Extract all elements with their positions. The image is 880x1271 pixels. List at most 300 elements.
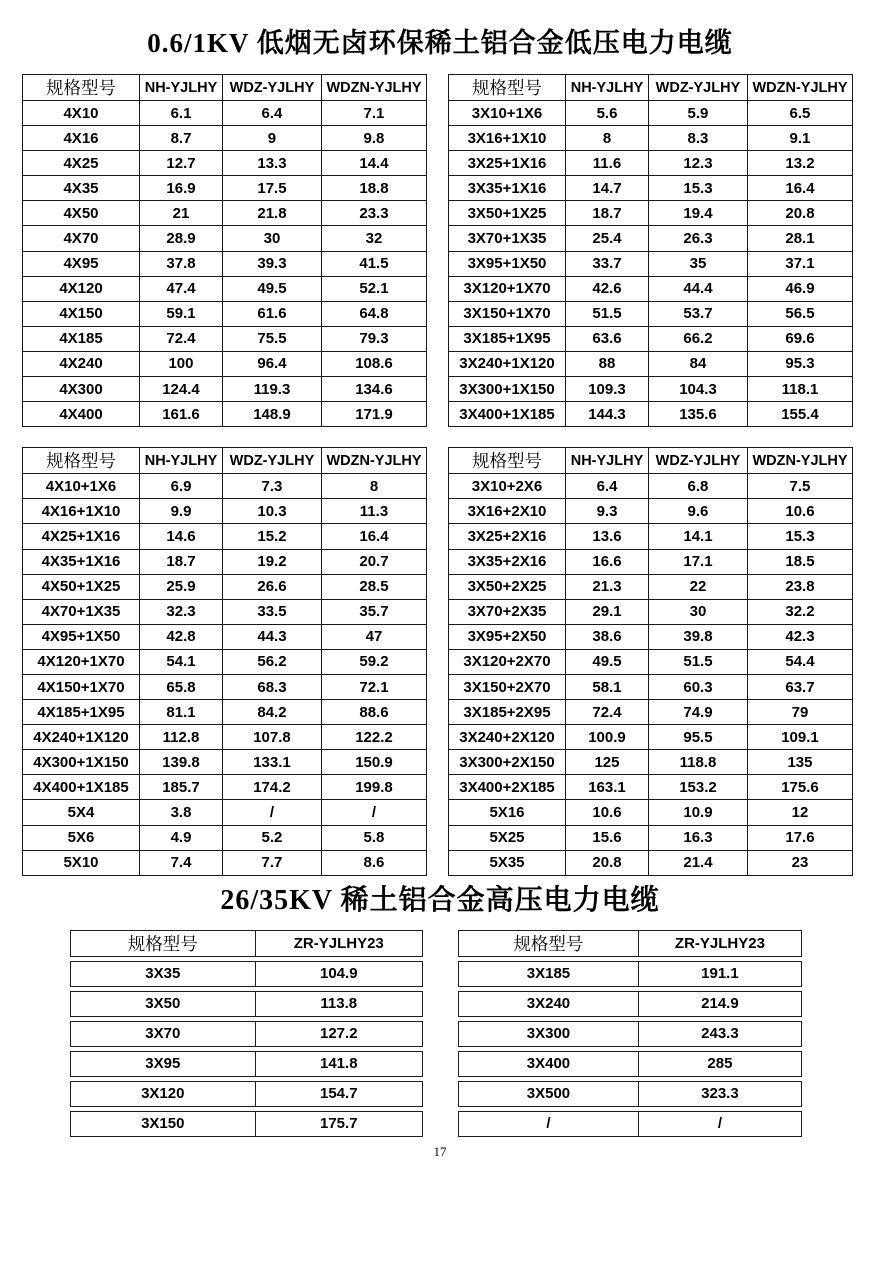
- value-cell: 104.9: [256, 961, 423, 987]
- value-cell: 104.3: [648, 377, 747, 402]
- value-cell: 185.7: [140, 775, 223, 800]
- table-row: [23, 649, 427, 674]
- value-cell: 8.7: [140, 126, 223, 151]
- spec-cell: 4X300: [23, 377, 140, 402]
- spec-cell: 4X25+1X16: [23, 524, 140, 549]
- value-cell: 84: [648, 351, 747, 376]
- table-row: [449, 201, 853, 226]
- value-cell: 17.6: [747, 825, 852, 850]
- value-cell: 28.5: [321, 574, 426, 599]
- table-row: [449, 377, 853, 402]
- value-cell: 72.1: [321, 674, 426, 699]
- table-row: [458, 991, 802, 1017]
- model-column-header: WDZN-YJLHY: [321, 448, 426, 474]
- spec-cell: 4X35: [23, 176, 140, 201]
- value-cell: 3.8: [140, 800, 223, 825]
- value-cell: 74.9: [648, 700, 747, 725]
- value-cell: 13.6: [566, 524, 649, 549]
- spec-cell: 4X95: [23, 251, 140, 276]
- value-cell: 109.1: [747, 725, 852, 750]
- value-cell: 35: [648, 251, 747, 276]
- table-row: [449, 499, 853, 524]
- spec-cell: 3X300: [458, 1021, 639, 1047]
- table-row: [23, 825, 427, 850]
- lv-spec-table-4plus1-5core: [22, 447, 427, 876]
- value-cell: 60.3: [648, 674, 747, 699]
- spec-cell: 3X95+2X50: [449, 624, 566, 649]
- value-cell: 37.1: [747, 251, 852, 276]
- spec-cell: 4X240+1X120: [23, 725, 140, 750]
- value-cell: 5.9: [648, 101, 747, 126]
- value-cell: 23: [747, 850, 852, 875]
- header-row: [449, 448, 853, 474]
- spec-cell: 4X185+1X95: [23, 700, 140, 725]
- table-row: [449, 574, 853, 599]
- value-cell: 323.3: [639, 1081, 802, 1107]
- table-row: [23, 725, 427, 750]
- value-cell: 171.9: [321, 402, 426, 427]
- spec-cell: 3X185+2X95: [449, 700, 566, 725]
- value-cell: 6.1: [140, 101, 223, 126]
- value-cell: 42.3: [747, 624, 852, 649]
- table-row: [23, 326, 427, 351]
- lv-spec-table-3plus2-5core: [448, 447, 853, 876]
- spec-cell: 4X16: [23, 126, 140, 151]
- value-cell: 174.2: [222, 775, 321, 800]
- value-cell: 118.1: [747, 377, 852, 402]
- model-column-header: WDZN-YJLHY: [747, 75, 852, 101]
- value-cell: 118.8: [648, 750, 747, 775]
- table-row: [23, 351, 427, 376]
- table-row: [23, 474, 427, 499]
- spec-cell: 3X150: [70, 1111, 256, 1137]
- table-row: [23, 850, 427, 875]
- spec-cell: 4X400+1X185: [23, 775, 140, 800]
- value-cell: 49.5: [566, 649, 649, 674]
- table-row: [458, 1051, 802, 1077]
- spec-cell: 4X400: [23, 402, 140, 427]
- value-cell: 20.8: [566, 850, 649, 875]
- value-cell: 150.9: [321, 750, 426, 775]
- value-cell: 18.8: [321, 176, 426, 201]
- value-cell: 9: [222, 126, 321, 151]
- value-cell: 243.3: [639, 1021, 802, 1047]
- value-cell: 88: [566, 351, 649, 376]
- value-cell: 133.1: [222, 750, 321, 775]
- spec-cell: 3X50: [70, 991, 256, 1017]
- value-cell: 54.4: [747, 649, 852, 674]
- table-row: [449, 800, 853, 825]
- value-cell: 75.5: [222, 326, 321, 351]
- spec-cell: 4X240: [23, 351, 140, 376]
- value-cell: 88.6: [321, 700, 426, 725]
- model-column-header: WDZN-YJLHY: [747, 448, 852, 474]
- value-cell: /: [639, 1111, 802, 1137]
- value-cell: 64.8: [321, 301, 426, 326]
- value-cell: 56.2: [222, 649, 321, 674]
- value-cell: 107.8: [222, 725, 321, 750]
- table-row: [449, 549, 853, 574]
- value-cell: 127.2: [256, 1021, 423, 1047]
- table-row: [458, 1081, 802, 1107]
- table-row: [23, 499, 427, 524]
- value-cell: 26.3: [648, 226, 747, 251]
- value-cell: 72.4: [566, 700, 649, 725]
- value-cell: 63.7: [747, 674, 852, 699]
- value-cell: 10.9: [648, 800, 747, 825]
- header-row: [70, 930, 423, 957]
- table-row: [449, 775, 853, 800]
- value-cell: 9.8: [321, 126, 426, 151]
- value-cell: 11.3: [321, 499, 426, 524]
- value-cell: 28.9: [140, 226, 223, 251]
- value-cell: 7.5: [747, 474, 852, 499]
- value-cell: 58.1: [566, 674, 649, 699]
- value-cell: 8.3: [648, 126, 747, 151]
- value-cell: 47.4: [140, 276, 223, 301]
- hv-spec-table-right: [458, 926, 802, 1141]
- table-row: [449, 750, 853, 775]
- model-column-header: WDZ-YJLHY: [222, 448, 321, 474]
- header-row: [449, 75, 853, 101]
- value-cell: 21.3: [566, 574, 649, 599]
- value-cell: 199.8: [321, 775, 426, 800]
- value-cell: 7.3: [222, 474, 321, 499]
- table-row: [449, 151, 853, 176]
- value-cell: 5.8: [321, 825, 426, 850]
- value-cell: 22: [648, 574, 747, 599]
- table-row: [70, 1051, 423, 1077]
- value-cell: 175.7: [256, 1111, 423, 1137]
- value-cell: 32.2: [747, 599, 852, 624]
- spec-cell: 3X70: [70, 1021, 256, 1047]
- value-cell: 144.3: [566, 402, 649, 427]
- table-row: [23, 251, 427, 276]
- spec-cell: 3X300+1X150: [449, 377, 566, 402]
- spec-cell: /: [458, 1111, 639, 1137]
- value-cell: 49.5: [222, 276, 321, 301]
- value-cell: 8.6: [321, 850, 426, 875]
- value-cell: 17.1: [648, 549, 747, 574]
- spec-cell: 3X150+1X70: [449, 301, 566, 326]
- value-cell: 47: [321, 624, 426, 649]
- hv-section-title: 26/35KV 稀土铝合金高压电力电缆: [220, 884, 660, 916]
- value-cell: 9.6: [648, 499, 747, 524]
- spec-cell: 3X35+2X16: [449, 549, 566, 574]
- table-row: [23, 750, 427, 775]
- value-cell: 135.6: [648, 402, 747, 427]
- lv-tables-row-1: [22, 74, 880, 427]
- value-cell: 11.6: [566, 151, 649, 176]
- value-cell: 42.8: [140, 624, 223, 649]
- value-cell: 9.3: [566, 499, 649, 524]
- model-column-header: NH-YJLHY: [566, 75, 649, 101]
- model-column-header: ZR-YJLHY23: [256, 930, 423, 957]
- value-cell: 32: [321, 226, 426, 251]
- value-cell: 15.2: [222, 524, 321, 549]
- value-cell: 139.8: [140, 750, 223, 775]
- value-cell: 124.4: [140, 377, 223, 402]
- value-cell: 15.6: [566, 825, 649, 850]
- table-row: [23, 574, 427, 599]
- value-cell: 33.5: [222, 599, 321, 624]
- value-cell: 125: [566, 750, 649, 775]
- value-cell: 14.6: [140, 524, 223, 549]
- spec-cell: 3X185+1X95: [449, 326, 566, 351]
- spec-column-header: 规格型号: [458, 930, 639, 957]
- value-cell: 56.5: [747, 301, 852, 326]
- value-cell: 69.6: [747, 326, 852, 351]
- spec-cell: 3X25+1X16: [449, 151, 566, 176]
- spec-cell: 3X185: [458, 961, 639, 987]
- spec-cell: 3X70+2X35: [449, 599, 566, 624]
- table-row: [23, 226, 427, 251]
- value-cell: 10.3: [222, 499, 321, 524]
- value-cell: 39.3: [222, 251, 321, 276]
- value-cell: 23.8: [747, 574, 852, 599]
- spec-cell: 3X120: [70, 1081, 256, 1107]
- table-row: [449, 725, 853, 750]
- spec-cell: 4X150: [23, 301, 140, 326]
- value-cell: 65.8: [140, 674, 223, 699]
- value-cell: /: [321, 800, 426, 825]
- value-cell: 19.4: [648, 201, 747, 226]
- page-number: 17: [433, 1143, 447, 1159]
- table-row: [23, 775, 427, 800]
- value-cell: 134.6: [321, 377, 426, 402]
- value-cell: 59.1: [140, 301, 223, 326]
- value-cell: 25.4: [566, 226, 649, 251]
- hv-tables-row: [70, 926, 880, 1141]
- table-row: [23, 276, 427, 301]
- spec-cell: 3X95: [70, 1051, 256, 1077]
- value-cell: 12: [747, 800, 852, 825]
- value-cell: 72.4: [140, 326, 223, 351]
- spec-cell: 4X300+1X150: [23, 750, 140, 775]
- model-column-header: WDZ-YJLHY: [648, 75, 747, 101]
- document-page: [0, 26, 880, 1160]
- value-cell: 119.3: [222, 377, 321, 402]
- value-cell: 6.4: [566, 474, 649, 499]
- value-cell: 35.7: [321, 599, 426, 624]
- spec-cell: 3X35+1X16: [449, 176, 566, 201]
- value-cell: 6.9: [140, 474, 223, 499]
- hv-spec-table-left: [70, 926, 423, 1141]
- value-cell: 32.3: [140, 599, 223, 624]
- value-cell: 37.8: [140, 251, 223, 276]
- value-cell: 25.9: [140, 574, 223, 599]
- model-column-header: WDZN-YJLHY: [321, 75, 426, 101]
- value-cell: 7.4: [140, 850, 223, 875]
- table-row: [23, 176, 427, 201]
- spec-cell: 3X10+1X6: [449, 101, 566, 126]
- spec-cell: 5X25: [449, 825, 566, 850]
- value-cell: /: [222, 800, 321, 825]
- table-row: [449, 126, 853, 151]
- table-row: [23, 624, 427, 649]
- value-cell: 191.1: [639, 961, 802, 987]
- value-cell: 8: [566, 126, 649, 151]
- value-cell: 95.3: [747, 351, 852, 376]
- lv-tables-row-2: [22, 447, 880, 876]
- spec-cell: 3X400+2X185: [449, 775, 566, 800]
- value-cell: 16.3: [648, 825, 747, 850]
- value-cell: 81.1: [140, 700, 223, 725]
- value-cell: 14.7: [566, 176, 649, 201]
- value-cell: 54.1: [140, 649, 223, 674]
- value-cell: 100: [140, 351, 223, 376]
- value-cell: 13.3: [222, 151, 321, 176]
- spec-cell: 5X35: [449, 850, 566, 875]
- spec-cell: 4X120+1X70: [23, 649, 140, 674]
- header-row: [23, 75, 427, 101]
- table-row: [449, 402, 853, 427]
- table-row: [449, 101, 853, 126]
- value-cell: 29.1: [566, 599, 649, 624]
- table-row: [449, 474, 853, 499]
- spec-cell: 4X35+1X16: [23, 549, 140, 574]
- table-row: [449, 599, 853, 624]
- table-row: [449, 825, 853, 850]
- value-cell: 52.1: [321, 276, 426, 301]
- value-cell: 46.9: [747, 276, 852, 301]
- table-row: [23, 524, 427, 549]
- table-row: [70, 1021, 423, 1047]
- spec-column-header: 规格型号: [23, 448, 140, 474]
- value-cell: 163.1: [566, 775, 649, 800]
- value-cell: 109.3: [566, 377, 649, 402]
- spec-cell: 4X95+1X50: [23, 624, 140, 649]
- value-cell: 141.8: [256, 1051, 423, 1077]
- value-cell: 5.2: [222, 825, 321, 850]
- spec-cell: 3X150+2X70: [449, 674, 566, 699]
- table-row: [70, 1111, 423, 1137]
- value-cell: 18.7: [566, 201, 649, 226]
- spec-cell: 3X35: [70, 961, 256, 987]
- value-cell: 33.7: [566, 251, 649, 276]
- value-cell: 21.8: [222, 201, 321, 226]
- table-row: [449, 176, 853, 201]
- value-cell: 28.1: [747, 226, 852, 251]
- value-cell: 63.6: [566, 326, 649, 351]
- value-cell: 53.7: [648, 301, 747, 326]
- model-column-header: NH-YJLHY: [140, 75, 223, 101]
- table-row: [70, 961, 423, 987]
- value-cell: 154.7: [256, 1081, 423, 1107]
- value-cell: 8: [321, 474, 426, 499]
- table-row: [449, 649, 853, 674]
- model-column-header: ZR-YJLHY23: [639, 930, 802, 957]
- spec-column-header: 规格型号: [23, 75, 140, 101]
- spec-cell: 5X10: [23, 850, 140, 875]
- spec-cell: 4X50: [23, 201, 140, 226]
- table-row: [449, 624, 853, 649]
- spec-column-header: 规格型号: [70, 930, 256, 957]
- value-cell: 9.1: [747, 126, 852, 151]
- value-cell: 155.4: [747, 402, 852, 427]
- table-row: [70, 1081, 423, 1107]
- value-cell: 6.5: [747, 101, 852, 126]
- table-row: [449, 326, 853, 351]
- table-row: [449, 850, 853, 875]
- value-cell: 44.4: [648, 276, 747, 301]
- spec-column-header: 规格型号: [449, 448, 566, 474]
- spec-cell: 5X4: [23, 800, 140, 825]
- table-row: [449, 301, 853, 326]
- model-column-header: WDZ-YJLHY: [222, 75, 321, 101]
- spec-cell: 5X16: [449, 800, 566, 825]
- value-cell: 9.9: [140, 499, 223, 524]
- value-cell: 214.9: [639, 991, 802, 1017]
- value-cell: 79.3: [321, 326, 426, 351]
- value-cell: 112.8: [140, 725, 223, 750]
- table-row: [23, 301, 427, 326]
- value-cell: 61.6: [222, 301, 321, 326]
- value-cell: 153.2: [648, 775, 747, 800]
- value-cell: 39.8: [648, 624, 747, 649]
- spec-cell: 3X240+1X120: [449, 351, 566, 376]
- value-cell: 42.6: [566, 276, 649, 301]
- table-row: [23, 151, 427, 176]
- value-cell: 18.7: [140, 549, 223, 574]
- value-cell: 23.3: [321, 201, 426, 226]
- value-cell: 100.9: [566, 725, 649, 750]
- value-cell: 175.6: [747, 775, 852, 800]
- spec-cell: 3X50+2X25: [449, 574, 566, 599]
- spec-cell: 3X500: [458, 1081, 639, 1107]
- spec-column-header: 规格型号: [449, 75, 566, 101]
- value-cell: 13.2: [747, 151, 852, 176]
- value-cell: 10.6: [566, 800, 649, 825]
- value-cell: 16.4: [321, 524, 426, 549]
- spec-cell: 4X10: [23, 101, 140, 126]
- table-row: [449, 276, 853, 301]
- value-cell: 122.2: [321, 725, 426, 750]
- value-cell: 12.7: [140, 151, 223, 176]
- value-cell: 51.5: [566, 301, 649, 326]
- value-cell: 135: [747, 750, 852, 775]
- table-row: [23, 101, 427, 126]
- lv-spec-table-4core: [22, 74, 427, 427]
- table-row: [449, 700, 853, 725]
- table-row: [23, 402, 427, 427]
- spec-cell: 3X120+1X70: [449, 276, 566, 301]
- table-row: [449, 351, 853, 376]
- value-cell: 161.6: [140, 402, 223, 427]
- value-cell: 96.4: [222, 351, 321, 376]
- value-cell: 17.5: [222, 176, 321, 201]
- value-cell: 21.4: [648, 850, 747, 875]
- spec-cell: 3X16+2X10: [449, 499, 566, 524]
- model-column-header: NH-YJLHY: [566, 448, 649, 474]
- table-row: [23, 549, 427, 574]
- spec-cell: 3X50+1X25: [449, 201, 566, 226]
- model-column-header: NH-YJLHY: [140, 448, 223, 474]
- spec-cell: 4X70+1X35: [23, 599, 140, 624]
- table-row: [449, 251, 853, 276]
- table-row: [458, 1111, 802, 1137]
- table-row: [23, 126, 427, 151]
- spec-cell: 3X400: [458, 1051, 639, 1077]
- header-row: [23, 448, 427, 474]
- spec-cell: 4X150+1X70: [23, 674, 140, 699]
- spec-cell: 4X185: [23, 326, 140, 351]
- spec-cell: 5X6: [23, 825, 140, 850]
- table-row: [23, 599, 427, 624]
- value-cell: 41.5: [321, 251, 426, 276]
- spec-cell: 4X10+1X6: [23, 474, 140, 499]
- value-cell: 148.9: [222, 402, 321, 427]
